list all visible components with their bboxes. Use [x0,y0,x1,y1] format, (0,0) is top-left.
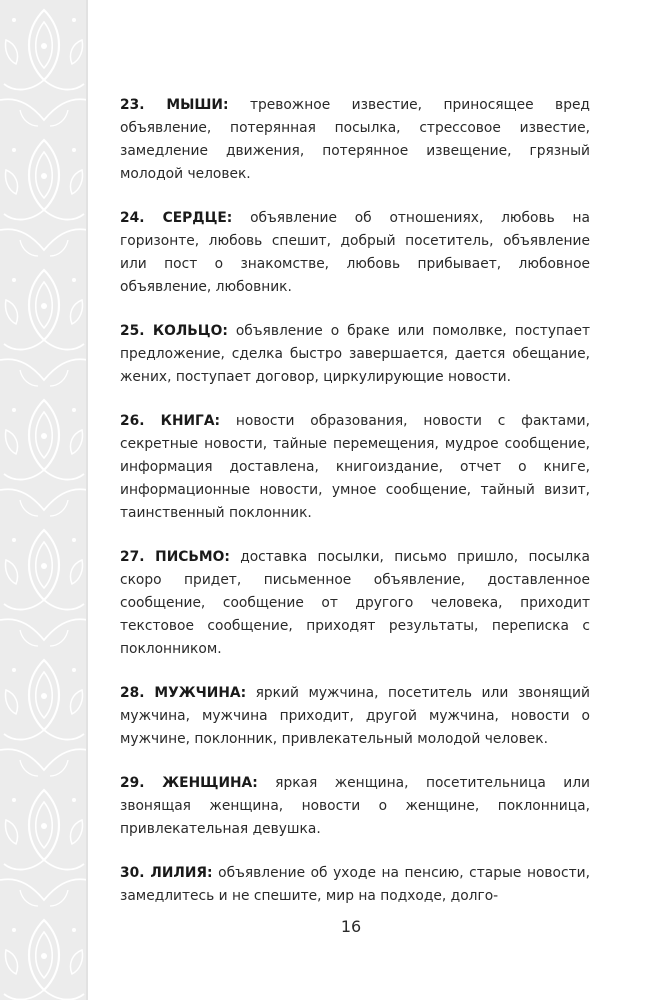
entry-title: 27. ПИСЬМО: [120,549,230,565]
entry-title: 30. ЛИЛИЯ: [120,865,213,881]
entry-letter [120,546,590,661]
entry-text: объявление об отношениях, любовь на горизонте, любовь спешит, добрый посетитель, объявление или пост о знакомстве, любовь прибывает, любовное объявление, любовник. [120,210,590,295]
entry-text: объявление об уходе на пенсию, старые новости, замедлитесь и не спешите, мир на подходе, долго- [120,865,590,904]
entry-title: 23. МЫШИ: [120,97,229,113]
entry-heart [120,207,590,299]
entry-title: 24. СЕРДЦЕ: [120,210,233,226]
entry-text: доставка посылки, письмо пришло, посылка скоро придет, письменное объявление, доставленное сообщение, сообщение от другого человека, приходит текстовое сообщение, приходят результаты, переписка с поклонником. [120,549,590,657]
entry-text: яркая женщина, посетительница или звонящая женщина, новости о женщине, поклонница, привлекательная девушка. [120,775,590,837]
entry-mice [120,94,590,186]
entry-ring [120,320,590,389]
entry-man [120,682,590,751]
decorative-border-ornament [0,0,88,1000]
entry-book [120,410,590,525]
entry-text: тревожное известие, приносящее вред объявление, потерянная посылка, стрессовое известие, замедление движения, потерянное извещение, грязный молодой человек. [120,97,590,182]
entry-title: 29. ЖЕНЩИНА: [120,775,258,791]
entry-text: яркий мужчина, посетитель или звонящий мужчина, мужчина приходит, другой мужчина, новости о мужчине, поклонник, привлекательный молодой человек. [120,685,590,747]
entry-title: 28. МУЖЧИНА: [120,685,247,701]
page-number: 16 [340,917,362,936]
entry-woman [120,772,590,841]
entry-title: 26. КНИГА: [120,413,221,429]
entry-title: 25. КОЛЬЦО: [120,323,228,339]
entry-text: объявление о браке или помолвке, поступает предложение, сделка быстро завершается, дается обещание, жених, поступает договор, циркулирующие новости. [120,323,590,385]
entry-lily [120,862,590,908]
floral-ornament-icon [0,0,88,1000]
text-body [120,94,590,929]
entry-text: новости образования, новости с фактами, секретные новости, тайные перемещения, мудрое сообщение, информация доставлена, книгоиздание, отчет о книге, информационные новости, умное сообщение, тайный визит, таинственный поклонник. [120,413,591,521]
